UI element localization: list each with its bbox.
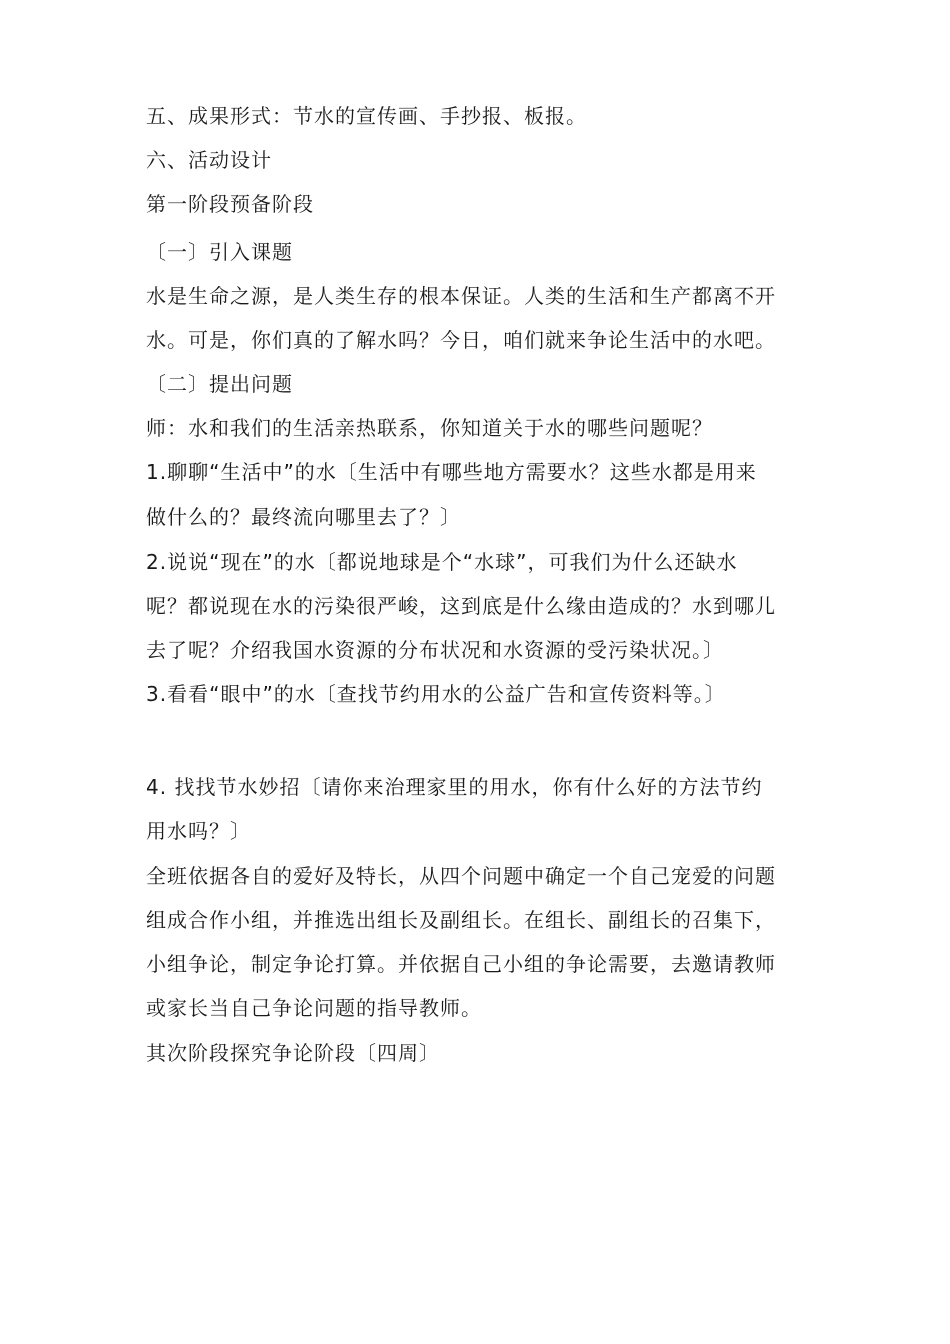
line-item-4a: 4. 找找节水妙招〔请你来治理家里的用水，你有什么好的方法节约 xyxy=(146,775,763,799)
line-item-2a: 2.说说“现在”的水〔都说地球是个“水球”，可我们为什么还缺水 xyxy=(146,550,738,574)
line-section-five-outcome: 五、成果形式：节水的宣传画、手抄报、板报。 xyxy=(146,104,587,128)
line-subheading-introduce: 〔一〕引入课题 xyxy=(146,240,293,264)
line-paragraph-group-4: 或家长当自己争论问题的指导教师。 xyxy=(146,996,482,1020)
line-teacher-question: 师：水和我们的生活亲热联系，你知道关于水的哪些问题呢？ xyxy=(146,416,713,440)
line-item-4b: 用水吗？〕 xyxy=(146,819,251,843)
line-paragraph-group-2: 组成合作小组，并推选出组长及副组长。在组长、副组长的召集下， xyxy=(146,908,776,932)
line-paragraph-water-1: 水是生命之源，是人类生存的根本保证。人类的生活和生产都离不开 xyxy=(146,284,776,308)
line-stage-two: 其次阶段探究争论阶段〔四周〕 xyxy=(146,1041,440,1065)
line-stage-one: 第一阶段预备阶段 xyxy=(146,192,314,216)
line-paragraph-water-2: 水。可是，你们真的了解水吗？今日，咱们就来争论生活中的水吧。 xyxy=(146,328,776,352)
line-paragraph-group-1: 全班依据各自的爱好及特长，从四个问题中确定一个自己宠爱的问题 xyxy=(146,864,776,888)
line-item-2b: 呢？都说现在水的污染很严峻，这到底是什么缘由造成的？水到哪儿 xyxy=(146,594,776,618)
line-section-six-activity: 六、活动设计 xyxy=(146,148,272,172)
line-subheading-questions: 〔二〕提出问题 xyxy=(146,372,293,396)
line-paragraph-group-3: 小组争论，制定争论打算。并依据自己小组的争论需要，去邀请教师 xyxy=(146,952,776,976)
line-item-1a: 1.聊聊“生活中”的水〔生活中有哪些地方需要水？这些水都是用来 xyxy=(146,460,757,484)
line-item-3: 3.看看“眼中”的水〔查找节约用水的公益广告和宣传资料等。〕 xyxy=(146,682,726,706)
line-item-2c: 去了呢？介绍我国水资源的分布状况和水资源的受污染状况。〕 xyxy=(146,638,724,662)
line-item-1b: 做什么的？最终流向哪里去了？〕 xyxy=(146,505,461,529)
